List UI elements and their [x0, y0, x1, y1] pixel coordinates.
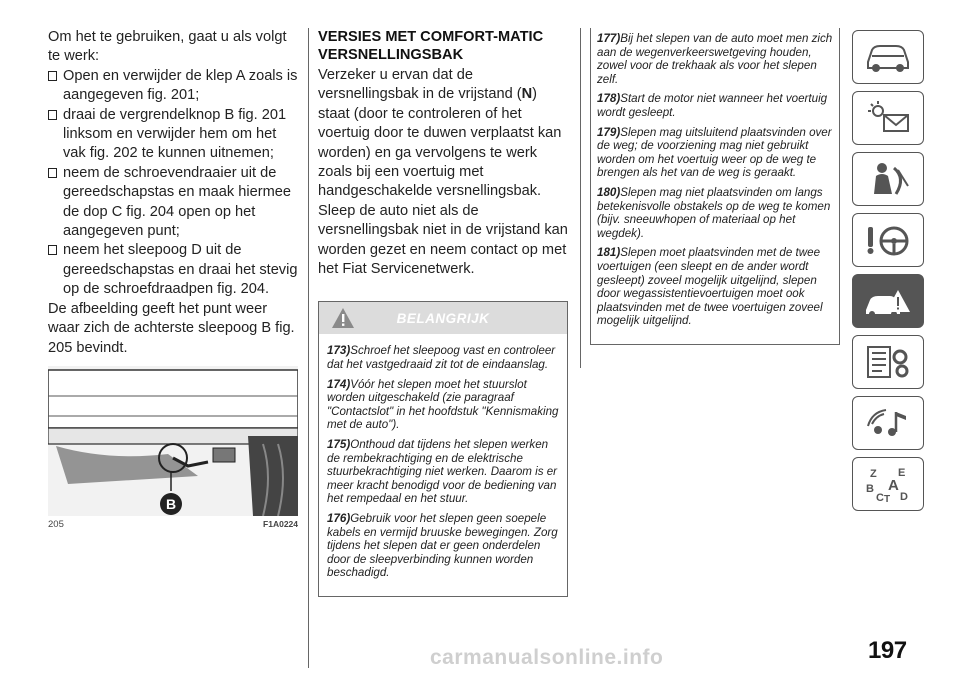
note-item	[327, 378, 559, 432]
tab-driving[interactable]	[852, 213, 924, 267]
index-letter: D	[900, 491, 908, 503]
figure-reference: F1A0224	[263, 518, 298, 529]
note-text: Start de motor niet wanneer het voertuig wordt gesleept.	[597, 92, 828, 119]
page-number: 197	[868, 637, 907, 664]
note-number: 181)	[597, 246, 621, 260]
list-item-text: draai de vergrendelknop B fig. 201 linksom en verwijder hem om het vak fig. 202 te kunnen uitnemen;	[63, 106, 287, 162]
column-middle	[318, 28, 570, 597]
paragraph-text: ) staat (door te controleren of het voertuig door te duwen verplaatst kan worden) en ga vervolgens te werk zoals bij een voertuig met handgeschakelde versnellingsbak.	[318, 86, 562, 200]
tab-car[interactable]	[852, 30, 924, 84]
section-heading: VERSIES MET COMFORT-MATIC VERSNELLINGSBAK	[318, 29, 544, 63]
checkbox-bullet-icon	[48, 71, 57, 81]
note-item	[327, 512, 559, 580]
warning-notes-continued	[590, 28, 840, 345]
index-letter: C	[876, 492, 884, 504]
checkbox-bullet-icon	[48, 110, 57, 120]
seat-safety-icon	[862, 160, 914, 198]
note-item	[597, 32, 833, 86]
note-number: 180)	[597, 185, 621, 199]
breakdown-icon	[862, 282, 914, 320]
index-letter: B	[866, 483, 874, 495]
note-text: Schroef het sleepoog vast en controleer dat het vastgedraaid zit tot de eindaanslag.	[327, 344, 556, 372]
list-item	[48, 106, 298, 164]
index-letter: A	[888, 477, 899, 494]
note-text: Bij het slepen van de auto moet men zich aan de wegenverkeerswetgeving houden, zowel voor de trekhaak als voor het slepen zelf.	[597, 32, 833, 86]
note-text: Slepen mag uitsluitend plaatsvinden over de weg; de voorziening mag niet gebruikt worden om het voertuig weer op de weg te brengen als het van de weg is geraakt.	[597, 125, 832, 180]
list-item-text: Open en verwijder de klep A zoals is aangegeven fig. 201;	[63, 67, 298, 104]
outro-text: De afbeelding geeft het punt weer waar zich de achterste sleepoog B fig. 205 bevindt.	[48, 300, 295, 356]
intro-text: Om het te gebruiken, gaat u als volgt te werk:	[48, 29, 287, 65]
index-icon	[862, 464, 914, 504]
column-divider-left	[308, 28, 309, 668]
figure-caption	[48, 519, 298, 530]
car-icon	[862, 38, 914, 76]
neutral-gear-label: N	[521, 86, 533, 103]
note-number: 173)	[327, 344, 351, 358]
note-item	[327, 438, 559, 506]
paragraph: Sleep de auto niet als de versnellingsbak niet in de vrijstand kan worden gezet en neem contact op met het Fiat Servicenetwerk.	[318, 202, 568, 278]
note-item	[597, 246, 833, 328]
note-item	[597, 126, 833, 180]
note-text: Vóór het slepen moet het stuurslot worden uitgeschakeld (zie paragraaf "Contactslot" in het hoofdstuk "Kennismaking met de auto").	[327, 377, 559, 432]
column-right	[590, 28, 840, 345]
index-letter: T	[884, 494, 891, 504]
list-item	[48, 241, 298, 299]
steering-wheel-icon	[862, 221, 914, 259]
list-item-text: neem de schroevendraaier uit de gereedschapstas en maak hiermee de dop C fig. 204 open op het aangegeven punt;	[63, 164, 291, 240]
figure-number: 205	[48, 518, 64, 530]
note-item	[597, 186, 833, 240]
list-item	[48, 164, 298, 242]
checkbox-bullet-icon	[48, 245, 57, 255]
tab-safety[interactable]	[852, 152, 924, 206]
tab-breakdown[interactable]	[852, 274, 924, 328]
warning-title: BELANGRIJK	[396, 310, 490, 326]
note-number: 179)	[597, 125, 621, 139]
note-item	[597, 92, 833, 119]
warning-triangle-icon	[331, 307, 355, 329]
note-number: 177)	[597, 32, 621, 45]
note-item	[327, 344, 559, 371]
note-text: Onthoud dat tijdens het slepen werken de rembekrachtiging en de elektrische stuurbekrachtiging niet werken. Daarom is er meer kracht benodigd voor de bediening van het rempedaal en het stuur.	[327, 438, 558, 506]
watermark: carmanualsonline.info	[430, 646, 664, 669]
multimedia-icon	[862, 404, 914, 442]
note-number: 174)	[327, 377, 351, 391]
column-left	[48, 28, 298, 530]
warning-header	[319, 302, 567, 334]
note-text: Slepen moet plaatsvinden met de twee voertuigen (een sleept en de ander wordt gesleept) zoveel mogelijk uitgelijnd, slepen door wegassistentievoertuigen moet ook plaatsvinden met de twee voertuigen zoveel mogelijk uitgelijnd.	[597, 246, 823, 328]
dashboard-lights-icon	[862, 99, 914, 137]
checkbox-bullet-icon	[48, 168, 57, 178]
paragraph-text: Verzeker u ervan dat de versnellingsbak in de vrijstand (	[318, 67, 522, 103]
warning-box	[318, 301, 568, 597]
note-number: 176)	[327, 512, 351, 525]
list-item	[48, 67, 298, 106]
note-number: 178)	[597, 92, 621, 106]
chapter-nav	[852, 30, 924, 518]
tab-multimedia[interactable]	[852, 396, 924, 450]
figure-rear-tow-hook	[48, 366, 298, 516]
note-text: Slepen mag niet plaatsvinden om langs betekenisvolle obstakels op de weg te komen (bijv. sneeuwhopen of materiaal op het wegdek).	[597, 185, 831, 240]
maintenance-icon	[862, 343, 914, 381]
index-letter: E	[898, 467, 906, 479]
tab-index[interactable]	[852, 457, 924, 511]
column-divider-right	[580, 28, 581, 368]
warning-notes	[319, 334, 567, 596]
rear-bumper-illustration	[48, 366, 298, 516]
note-number: 175)	[327, 438, 351, 452]
index-letter: Z	[870, 468, 877, 480]
paragraph	[318, 66, 570, 202]
list-item-text: neem het sleepoog D uit de gereedschapstas en draai het stevig op de schroefdraadpen fig. 204.	[63, 242, 298, 298]
figure-label: B	[165, 495, 177, 512]
tab-dashboard-lights[interactable]	[852, 91, 924, 145]
note-text: Gebruik voor het slepen geen soepele kabels en vermijd bruuske bewegingen. Zorg tijdens het slepen dat er geen onderdelen door de sleepverbinding kunnen worden beschadigd.	[327, 512, 558, 580]
tab-maintenance[interactable]	[852, 335, 924, 389]
